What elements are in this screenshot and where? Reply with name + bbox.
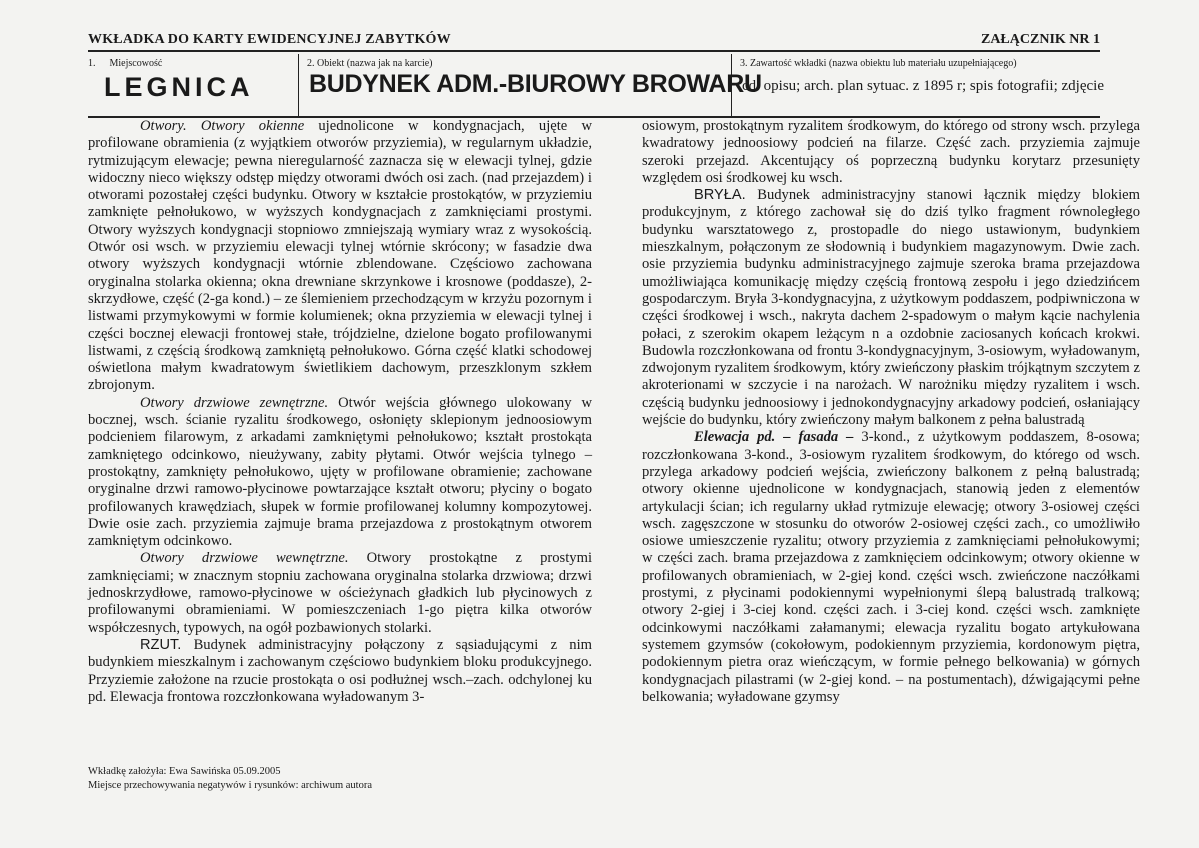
paragraph-massing: BRYŁA. Budynek administracyjny stanowi łącznik między blokiem produkcyjnym, z którego zachował się do dziś tylko fragment równoległego budynku warsztatowego z, prostopadle do niego ustawionym, budynkiem mieszkalnym, połączonym ze słodownią i budynkiem magazynowym. Dwie zach. osie przyziemia budynku administracyjnego zajmuje szeroka brama przejazdowa umożliwiająca komunikację między częścią frontową zespołu i jego dziedzińcem gospodarczym. Bryła 3-kondygnacyjna, z użytkowym poddaszem, podpiwniczona w części środkowej i wsch., nakryta dachem 2-spadowym o małym kącie nachylenia połaci, z szerokim okapem leżącym n a ozdobnie zaciosanych końcach krokwi. Budowla rozczłonkowana od frontu 3-kondygnacyjnym, 3-osiowym, wyładowanym, zdwojonym ryzalitem środkowym, który zwieńczony płaskim trójkątnym szczytem z akroterionami w szczycie i na narożach. W narożniku między ryzalitem i wsch. częścią budynku jednoosiowy i jednokondygnacyjny arkadowy podcień, osłaniający wejście do budynku, który zwieńczony małym balkonem z pełna balustradą [642, 187, 1140, 429]
heading-south-facade: Elewacja pd. – fasada – [694, 429, 854, 446]
object-label: 2. Obiekt (nazwa jak na karcie) [307, 58, 433, 69]
contents-label: 3. Zawartość wkładki (nazwa obiektu lub materiału uzupełniającego) [740, 58, 1017, 69]
locality-value: LEGNICA [104, 72, 254, 102]
form-title: WKŁADKA DO KARTY EWIDENCYJNEJ ZABYTKÓW [88, 32, 451, 47]
heading-openings: Otwory. [140, 118, 187, 134]
paragraph-exterior-doors: Otwory drzwiowe zewnętrzne. Otwór wejścia głównego ulokowany w bocznej, wsch. ścianie ryzalitu środkowego, osłonięty sklepionym jednoosiowym podcieniem filarowym, z arkadami zamkniętymi pełnołukowo; kształt prostokąta zamkniętego odcinkowo, nieużywany, zabity płytami. Otwór wejścia tylnego – prostokątny, zamknięty pełnołukowo, ujęty w profilowane obramienie; zachowane oryginalne drzwi ramowo-płycinowe powtarzające kształt otworu; płyciny o bogato profilowanych krawędziach, słupek w formie profilowanej kolumny kompozytowej. Dwie osie zach. przyziemia zajmuje brama przejazdowa z prostokątnym otworem zamkniętym odcinkowo. [88, 394, 592, 550]
contents-value: cd. opisu; arch. plan sytuac. z 1895 r; spis fotografii; zdjęcie [742, 78, 1104, 94]
object-value: BUDYNEK ADM.-BIUROWY BROWARU [309, 70, 762, 98]
subheading-window-openings: Otwory okienne [200, 118, 305, 134]
paragraph-south-facade: Elewacja pd. – fasada – 3-kond., z użytkowym poddaszem, 8-osowa; rozczłonkowana 3-kond., 3-osiowym ryzalitem środkowym, do którego od wsch. przylega arkadowy podcień wejścia, zwieńczony balkonem z pełną balustradą; otwory okienne ujednolicone w kondygnacjach, stanowią jeden z elementów artykulacji ścian; ich regularny układ rytmizuje elewację; otwory 3-osiowej części wsch. zagęszczone w stosunku do otworów 2-osiowej części zach., co umożliwiło osiowe umieszczenie ryzalitu; otwory przyziemia z zamknięciami pełnołukowymi; w części zach. brama przejazdowa z zamknięciem odcinkowym; otwory okienne w profilowanych obramieniach, w 2-giej kond. części wsch. zwieńczone naczółkami prostymi, z płycinami podokiennymi wypełnionymi ślepą balustradą tralkową; otwory 2-giej i 3-ciej kond. części zach. i 3-ciej kond. części wsch. zamknięte odcinkowymi naczółkami załamanymi; elewacja ryzalitu bogato artykułowana systemem gzymsów (cokołowym, podokiennym przyziemia, kordonowym piętra, podokiennym pietra oraz wieńczącym, w formie pełnego belkowania) w górnych kondygnacjach pilastrami (w 2-giej kond. – na postumentach), dźwigającymi pełne belkowania; wyładowane gzymsy [642, 429, 1140, 705]
paragraph-interior-doors: Otwory drzwiowe wewnętrzne. Otwory prostokątne z prostymi zamknięciami; w znacznym stopniu zachowana oryginalna stolarka drzwiowa; drzwi jednoskrzydłowe, ramowo-płycinowe w ościeżynach gładkich lub płycinowych z profilowanymi obramieniami. W pomieszczeniach 1-go piętra kilka otworów współczesnych, typowych, na ogół pozbawionych stolarki. [88, 550, 592, 636]
paragraph-openings: Otwory. Otwory okienne ujednolicone w kondygnacjach, ujęte w profilowane obramienia (z wyjątkiem otworów przyziemia), w regularnym układzie, rytmizującym elewacje; pewna nieregularność zaznacza się w elewacji tylnej, gdzie widoczny nieco większy odstęp między otworami dwóch osi zach. (nad przejazdem) i otworami pozostałej części budynku. Otwory w kształcie prostokątów, w przyziemiu zamknięte pełnołukowo, w wyższych kondygnacjach z zamknięciami prostymi. Otwory wyższych kondygnacji stopniowo zmniejszają wymiary wraz z wysokością. Otwór osi wsch. w przyziemiu elewacji tylnej wtórnie skrócony; w fasadzie dwa otwory wyższych kondygnacji wtórnie zblendowane. Częściowo zachowana oryginalna stolarka okienna; okna drewniane skrzynkowe i krosnowe (poddasze), 2-skrzydłowe, część (2-ga kond.) – ze ślemieniem przechodzącym w krzyżu pozornym i listwami przymykowymi w formie kolumienek; okna przyziemia w elewacji tylnej i części bocznej elewacji frontowej stałe, trójdzielne, dzielone bogato profilowanymi listwami, z częścią środkową zamkniętą pełnołukowo. Górna część klatki schodowej oświetlona małym kwadratowym świetlikiem dachowym, przeszklonym szkłem zbrojonym. [88, 118, 592, 394]
locality-label: Miejscowość [109, 58, 163, 69]
heading-interior-doors: Otwory drzwiowe wewnętrzne. [140, 550, 349, 567]
header-fields [88, 54, 1104, 118]
contents-field [732, 54, 1104, 116]
paragraph-plan-continued: osiowym, prostokątnym ryzalitem środkowym, do którego od strony wsch. przylega kwadratowy jednoosiowy podcień na filarze. Część zach. przyziemia zajmuje szeroki przejazd. Akcentujący oś poprzeczną budynku korytarz przesunięty względem osi środkowej ku wsch. [642, 118, 1140, 186]
author-note: Wkładkę założyła: Ewa Sawińska 05.09.2005 [88, 766, 281, 777]
storage-note: Miejsce przechowywania negatywów i rysunków: archiwum autora [88, 779, 372, 791]
right-text-column [642, 118, 1140, 706]
heading-exterior-doors: Otwory drzwiowe zewnętrzne. [140, 394, 329, 411]
paragraph-plan: RZUT. Budynek administracyjny połączony z sąsiadującymi z nim budynkiem mieszkalnym i zachowanym częściowo budynkiem bloku produkcyjnego. Przyziemie założone na rzucie prostokąta o osi podłużnej wsch.–zach. odchylonej ku pd. Elewacja frontowa rozczłonkowana wyładowanym 3- [88, 636, 592, 705]
left-text-column [88, 118, 592, 706]
heading-plan: RZUT. [140, 636, 182, 653]
locality-number: 1. [88, 58, 96, 69]
attachment-label: ZAŁĄCZNIK NR 1 [980, 32, 1100, 47]
form-header [88, 32, 1100, 52]
locality-field [88, 54, 296, 116]
document-footer [88, 765, 372, 792]
heading-massing: BRYŁA. [694, 187, 746, 204]
object-field [298, 54, 762, 116]
